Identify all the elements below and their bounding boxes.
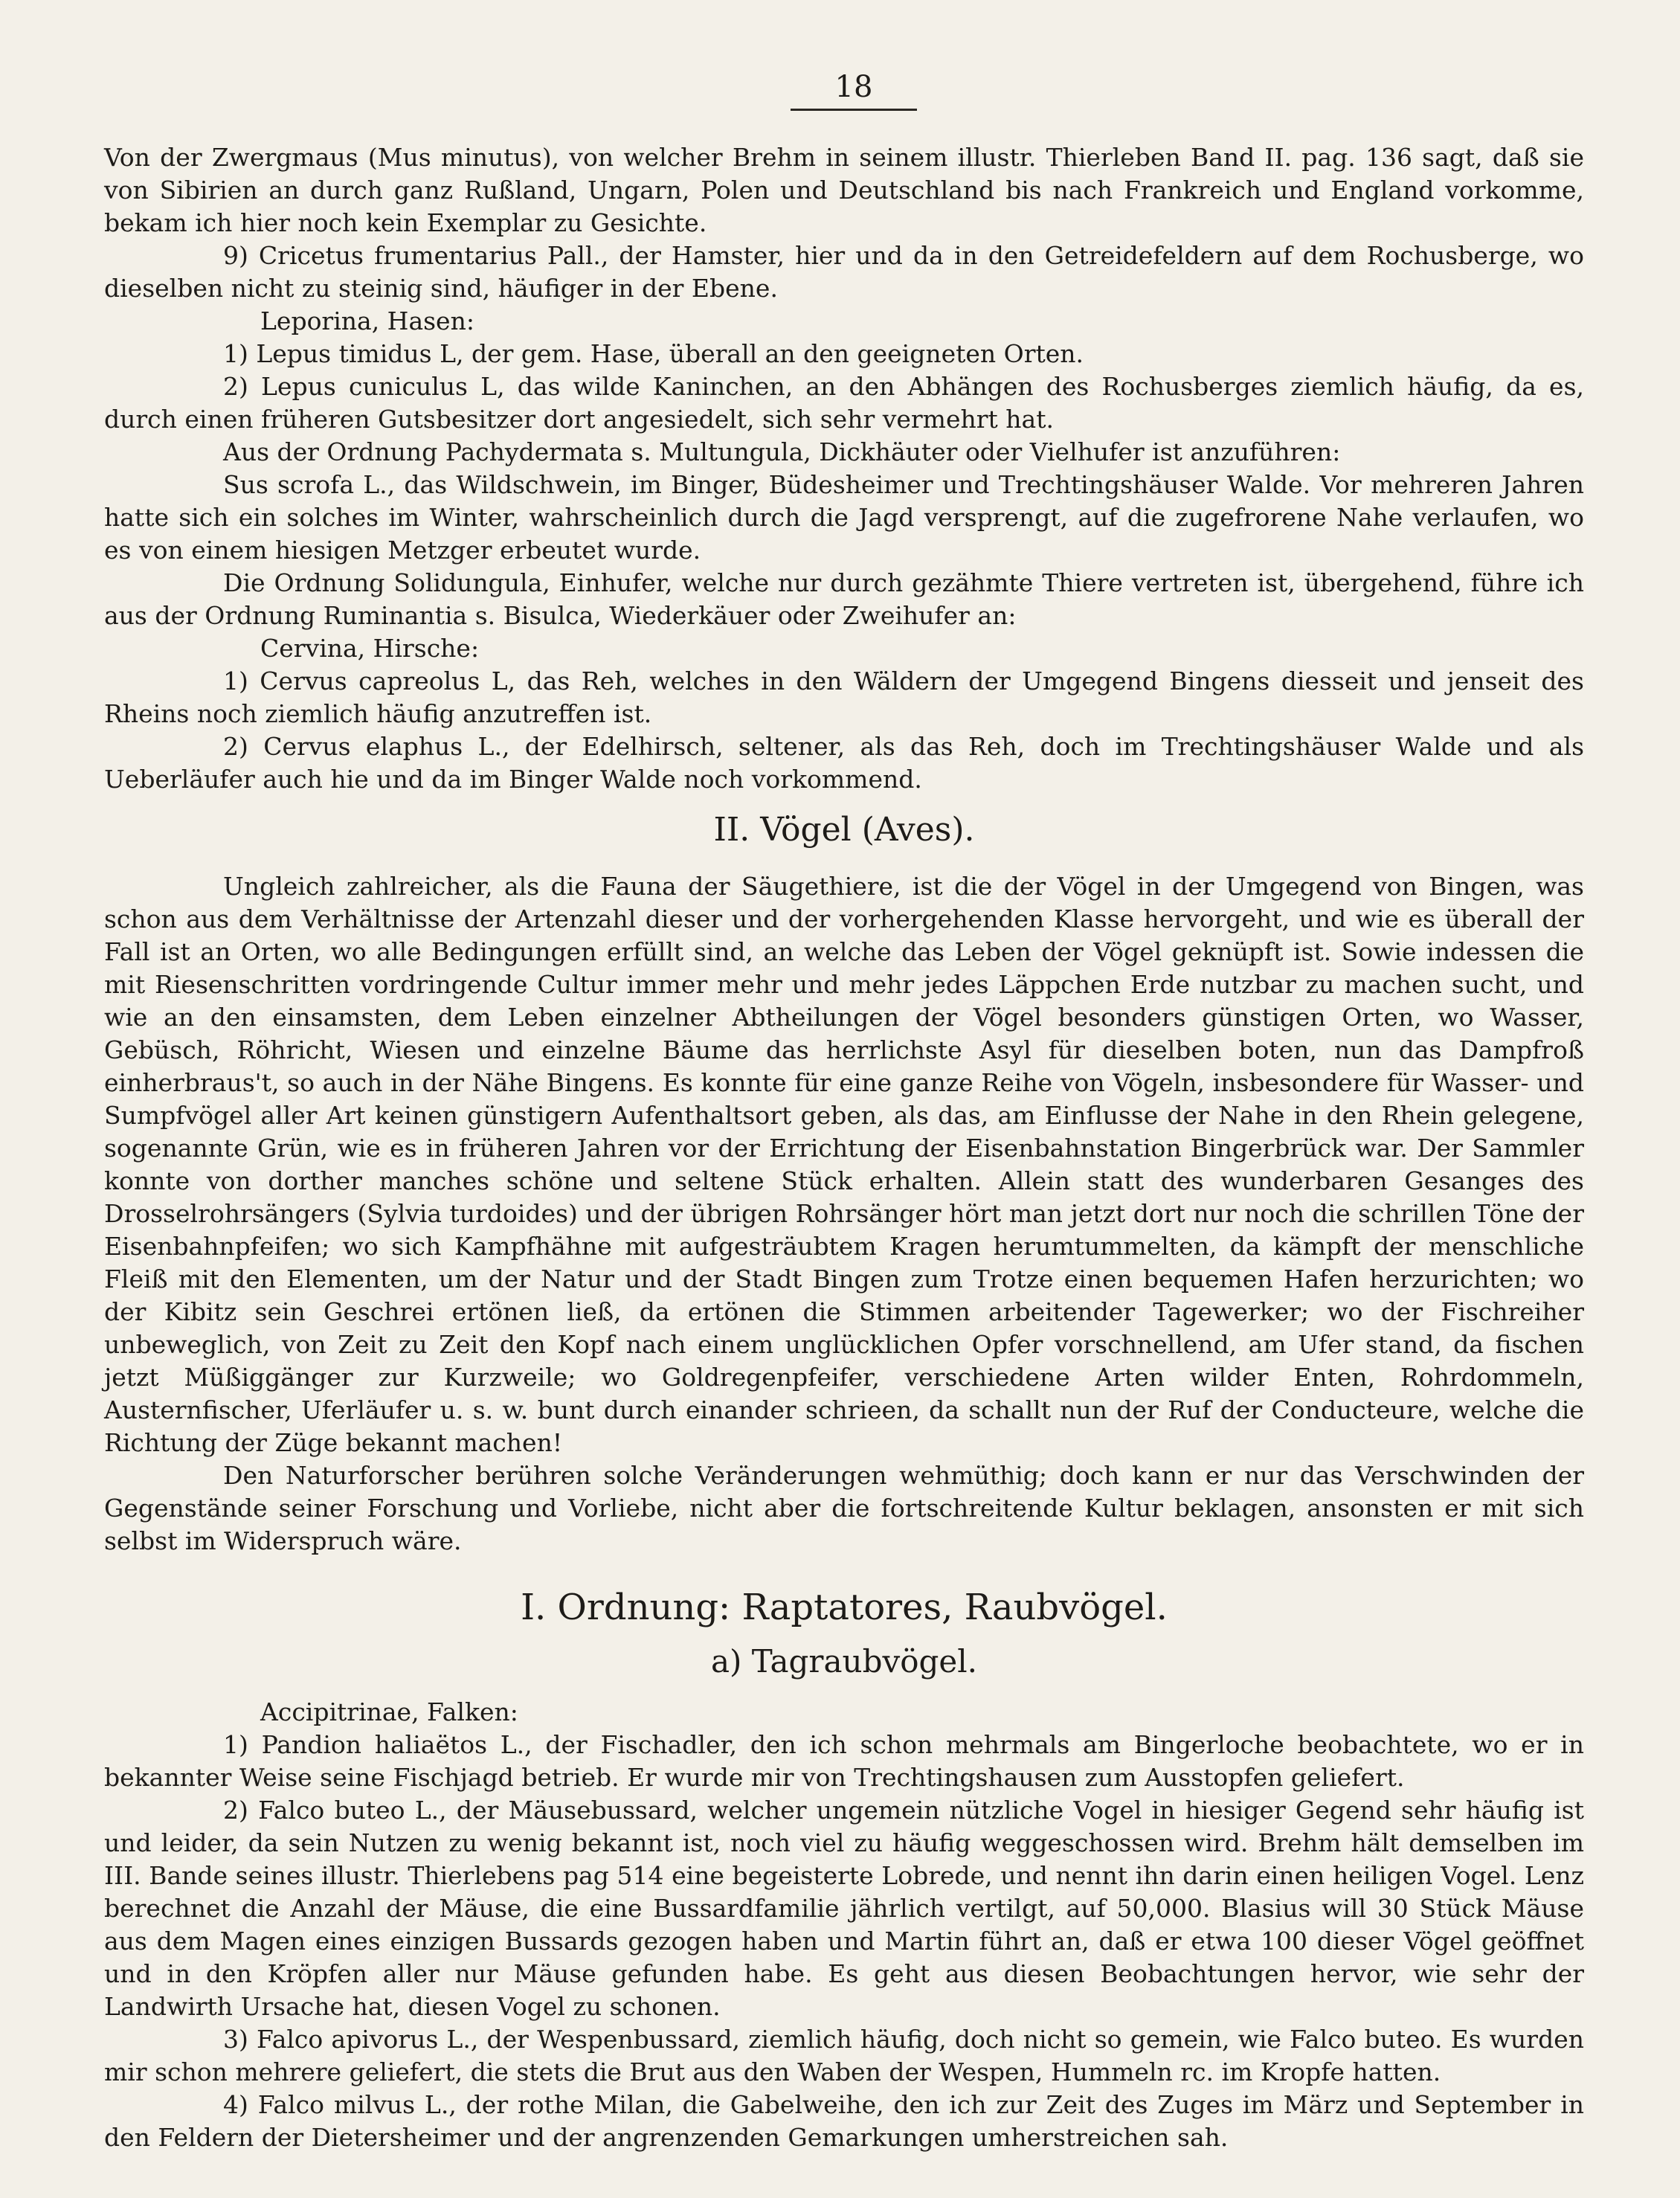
order-heading-raptatores: I. Ordnung: Raptatores, Raubvögel. (521, 1587, 1168, 1628)
entry-falco-milvus: 4) Falco milvus L., der rothe Milan, die Gabelweihe, den ich zur Zeit des Zuges im März und September in den Feldern der Dietersheimer und der angrenzenden Gemarkungen umherstreichen sah. (104, 2090, 1584, 2152)
entry-falco-apivorus: 3) Falco apivorus L., der Wespenbussard, ziemlich häufig, doch nicht so gemein, wie Falco buteo. Es wurden mir schon mehrere geliefert, die stets die Brut aus den Waben der Wespen, Hummeln rc. im Kropfe hatten. (104, 2025, 1584, 2086)
entry-hamster: 9) Cricetus frumentarius Pall., der Hamster, hier und da in den Getreidefeldern auf dem Rochusberge, wo dieselben nicht zu steinig sind, häufiger in der Ebene. (104, 241, 1584, 303)
paragraph-pachydermata: Aus der Ordnung Pachydermata s. Multungula, Dickhäuter oder Vielhufer ist anzuführen: (223, 437, 1341, 466)
group-heading-accipitrinae: Accipitrinae, Falken: (260, 1697, 518, 1726)
page-number: 18 (834, 70, 873, 104)
entry-lepus-cuniculus: 2) Lepus cuniculus L, das wilde Kaninchen, an den Abhängen des Rochusberges ziemlich häufig, da es, durch einen früheren Gutsbesitzer dort angesiedelt, sich sehr vermehrt hat. (104, 372, 1584, 434)
page-number-rule (791, 109, 917, 111)
page-number-block (787, 68, 921, 111)
entry-falco-buteo: 2) Falco buteo L., der Mäusebussard, welcher ungemein nützliche Vogel in hiesiger Gegend sehr häufig ist und leider, da sein Nutzen zu wenig bekannt ist, noch viel zu häufig weggeschossen wird. Brehm hält demselben im III. Bande seines illustr. Thierlebens pag 514 eine begeisterte Lobrede, und nennt ihn darin einen heiligen Vogel. Lenz berechnet die Anzahl der Mäuse, die eine Bussardfamilie jährlich vertilgt, auf 50,000. Blasius will 30 Stück Mäuse aus dem Magen eines einzigen Bussards gezogen haben und Martin führt an, daß er etwa 100 dieser Vögel geöffnet und in den Kröpfen aller nur Mäuse gefunden habe. Es geht aus diesen Beobachtungen hervor, wie sehr der Landwirth Ursache hat, diesen Vogel zu schonen. (104, 1796, 1584, 2021)
group-heading-leporina: Leporina, Hasen: (260, 306, 474, 335)
group-heading-cervina: Cervina, Hirsche: (260, 634, 480, 663)
entry-sus-scrofa: Sus scrofa L., das Wildschwein, im Binger, Büdesheimer und Trechtingshäuser Walde. Vor mehreren Jahren hatte sich ein solches im Winter, wahrscheinlich durch die Jagd versprengt, auf die zugefrorene Nahe verlaufen, wo es von einem hiesigen Metzger erbeutet wurde. (104, 470, 1584, 565)
body-text (104, 141, 1584, 2154)
entry-cervus-capreolus: 1) Cervus capreolus L, das Reh, welches in den Wäldern der Umgegend Bingens diesseit und jenseit des Rheins noch ziemlich häufig anzutreffen ist. (104, 666, 1584, 728)
paragraph-aves-intro: Ungleich zahlreicher, als die Fauna der Säugethiere, ist die der Vögel in der Umgegend von Bingen, was schon aus dem Verhältnisse der Artenzahl dieser und der vorhergehenden Klasse hervorgeht, und wie es überall der Fall ist an Orten, wo alle Bedingungen erfüllt sind, an welche das Leben der Vögel geknüpft ist. Sowie indessen die mit Riesenschritten vordringende Cultur immer mehr und mehr jedes Läppchen Erde nutzbar zu machen sucht, und wie an den einsamsten, dem Leben einzelner Abtheilungen der Vögel besonders günstigen Orten, wo Wasser, Gebüsch, Röhricht, Wiesen und einzelne Bäume das herrlichste Asyl für dieselben boten, nun das Dampfroß einherbraus't, so auch in der Nähe Bingens. Es konnte für eine ganze Reihe von Vögeln, insbesondere für Wasser- und Sumpfvögel aller Art keinen günstigern Aufenthaltsort geben, als das, am Einflusse der Nahe in den Rhein gelegene, sogenannte Grün, wie es in früheren Jahren vor der Errichtung der Eisenbahnstation Bingerbrück war. Der Sammler konnte von dorther manches schöne und seltene Stück erhalten. Allein statt des wunderbaren Gesanges des Drosselrohrsängers (Sylvia turdoides) und der übrigen Rohrsänger hört man jetzt dort nur noch die schrillen Töne der Eisenbahnpfeifen; wo sich Kampfhähne mit aufgesträubtem Kragen herumtummelten, da kämpft der menschliche Fleiß mit den Elementen, um der Natur und der Stadt Bingen zum Trotze einen bequemen Hafen herzurichten; wo der Kibitz sein Geschrei ertönen ließ, da ertönen die Stimmen arbeitender Tagewerker; wo der Fischreiher unbeweglich, von Zeit zu Zeit den Kopf nach einem unglücklichen Opfer vorschnellend, am Ufer stand, da fischen jetzt Müßiggänger zur Kurzweile; wo Goldregenpfeifer, verschiedene Arten wilder Enten, Rohrdommeln, Austernfischer, Uferläufer u. s. w. bunt durch einander schrieen, da schallt nun der Ruf der Conducteure, welche die Richtung der Züge bekannt machen! (104, 872, 1584, 1457)
entry-cervus-elaphus: 2) Cervus elaphus L., der Edelhirsch, seltener, als das Reh, doch im Trechtingshäuser Walde und als Ueberläufer auch hie und da im Binger Walde noch vorkommend. (104, 732, 1584, 794)
section-heading-aves: II. Vögel (Aves). (713, 811, 975, 849)
paragraph-naturforscher: Den Naturforscher berühren solche Veränderungen wehmüthig; doch kann er nur das Verschwinden der Gegenstände seiner Forschung und Vorliebe, nicht aber die fortschreitende Kultur beklagen, ansonsten er mit sich selbst im Widerspruch wäre. (104, 1461, 1584, 1555)
paragraph-solidungula: Die Ordnung Solidungula, Einhufer, welche nur durch gezähmte Thiere vertreten ist, übergehend, führe ich aus der Ordnung Ruminantia s. Bisulca, Wiederkäuer oder Zweihufer an: (104, 568, 1584, 630)
subsection-heading-tagraubvoegel: a) Tagraubvögel. (710, 1643, 978, 1680)
entry-lepus-timidus: 1) Lepus timidus L, der gem. Hase, überall an den geeigneten Orten. (223, 339, 1084, 368)
paragraph-zwergmaus: Von der Zwergmaus (Mus minutus), von welcher Brehm in seinem illustr. Thierleben Band II. pag. 136 sagt, daß sie von Sibirien an durch ganz Rußland, Ungarn, Polen und Deutschland bis nach Frankreich und England vorkomme, bekam ich hier noch kein Exemplar zu Gesichte. (104, 143, 1584, 237)
entry-pandion-haliaetos: 1) Pandion haliaëtos L., der Fischadler, den ich schon mehrmals am Bingerloche beobachtete, wo er in bekannter Weise seine Fischjagd betrieb. Er wurde mir von Trechtingshausen zum Ausstopfen geliefert. (104, 1730, 1584, 1792)
